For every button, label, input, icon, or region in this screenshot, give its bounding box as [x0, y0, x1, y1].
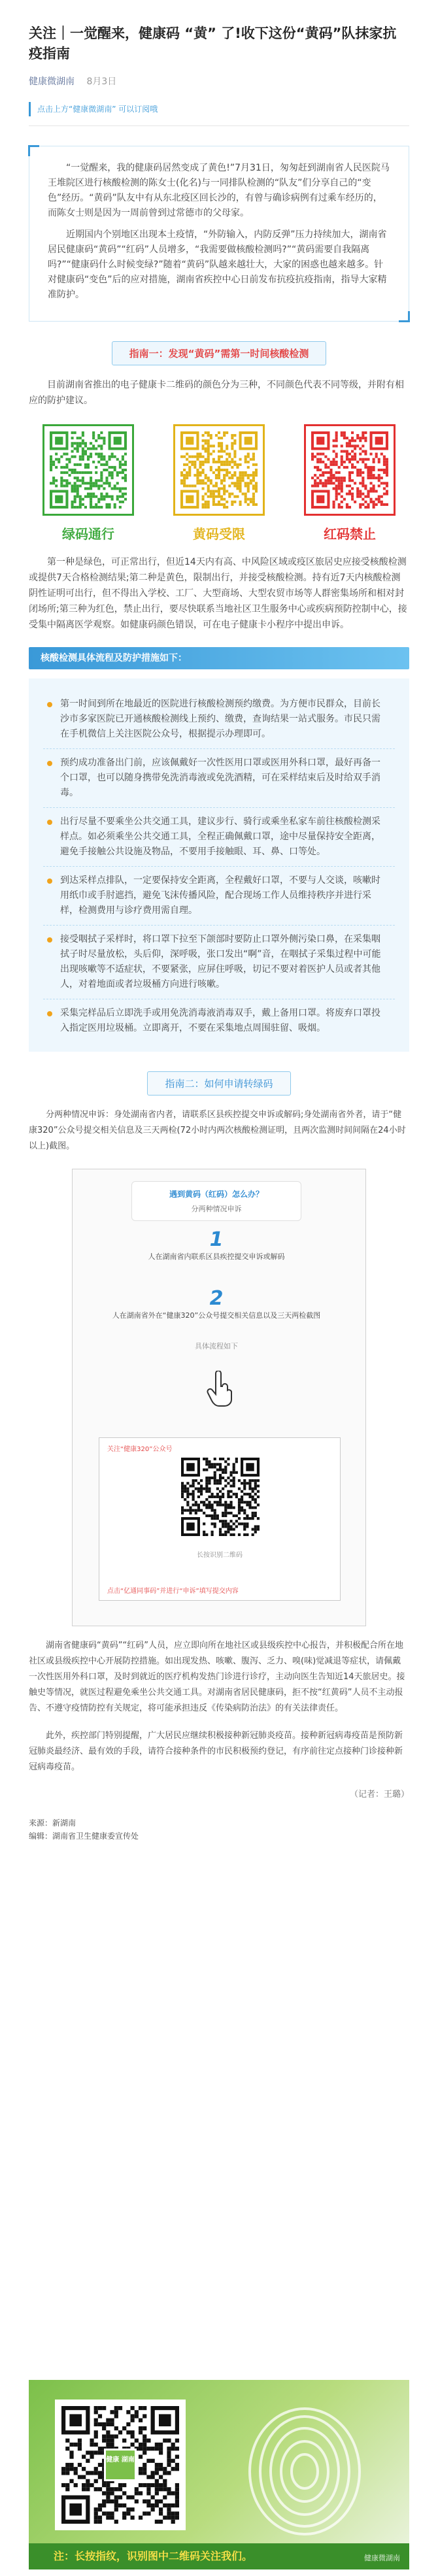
process-step [43, 690, 395, 749]
green-code-label: 绿码通行 [62, 526, 114, 542]
article-header [0, 0, 438, 88]
bullet-icon [47, 702, 52, 707]
qr-caption: 长按识别二维码 [197, 1552, 243, 1559]
official-account-card [99, 1437, 341, 1601]
fingerprint-icon[interactable] [239, 2406, 370, 2537]
process-heading: 核酸检测具体流程及防护措施如下： [29, 647, 409, 669]
process-steps [29, 678, 409, 1052]
process-step-text: 第一时间到所在地最近的医院进行核酸检测预约缴费。为方便市民群众，目前长沙市多家医院已开通核酸检测线上预约、缴费，查询结果一站式服务。市民只需在手机微信上关注医院公众号，根据提示办理即可。 [60, 699, 380, 739]
guide1-heading: 指南一：发现“黄码”需第一时间核酸检测 [112, 341, 327, 365]
appeal-bubble-sub: 分两种情况申诉 [191, 1205, 242, 1213]
process-step [43, 749, 395, 808]
process-step-text: 采集完样品后立即洗手或用免洗消毒液消毒双手，戴上备用口罩。将废弃口罩投入指定医用垃圾桶。立即离开，不要在采集地点周围驻留、吸烟。 [60, 1008, 380, 1033]
footer-follow-image [29, 2380, 409, 2569]
appeal-option-1 [86, 1228, 347, 1262]
guide1-paragraph-2: 第一种是绿色，可正常出行，但近14天内有高、中风险区域或疫区旅居史应接受核酸检测或提供7天合格检测结果;第二种是黄色，限制出行，并接受核酸检测。持有近7天内核酸检测阴性证明可出行，但不得出入学校、工厂、大型商场、大型农贸市场等人群密集场所和相对封闭场所;第三种为红色，禁止出行，要尽快联系当地社区卫生服务中心或疾病预防控制中心，接受集中隔离医学观察。如健康码颜色错误，可在电子健康卡小程序中提出申诉。 [29, 557, 407, 630]
closing-paragraph-2: 此外，疾控部门特别提醒，广大居民应继续积极接种新冠肺炎疫苗。接种新冠病毒疫苗是预防新冠肺炎最经济、最有效的手段，请符合接种条件的市民积极预约登记，有序前往定点接种门诊接种新冠病毒疫苗。 [29, 1731, 403, 1772]
red-code [301, 424, 399, 543]
option-1-number: 1 [209, 1228, 224, 1251]
account-link[interactable]: 健康微湖南 [29, 76, 75, 87]
qr-center-logo: 健康 湖南 [104, 2449, 137, 2481]
appeal-flow-note: 具体流程如下 [195, 1342, 238, 1350]
process-step-text: 出行尽量不要乘坐公共交通工具，建议步行、骑行或乘坐私家车前往核酸检测采样点。如必须乘坐公共交通工具，全程正确佩戴口罩，途中尽量保持安全距离，避免手接触公共设施及物品，不要用手接触眼、耳、鼻、口等处。 [60, 816, 380, 857]
yellow-qr-image [173, 424, 265, 516]
green-qr-image [42, 424, 134, 516]
yellow-code-label: 黄码受限 [193, 526, 245, 542]
appeal-bubble [131, 1181, 301, 1221]
footer-source [29, 1816, 409, 1843]
bullet-icon [47, 1011, 52, 1016]
article-title: 关注｜一觉醒来，健康码 “黄” 了!收下这份“黄码”队抹家抗疫指南 [29, 25, 397, 61]
bullet-icon [47, 820, 52, 825]
follow-note: 关注“健康320”公众号 [107, 1446, 173, 1453]
divider [29, 125, 409, 126]
intro-paragraph-2: 近期国内个别地区出现本土疫情，“外防输入，内防反弹”压力持续加大，湖南省居民健康码“黄码”“红码”人员增多，“我需要做核酸检测吗?”“黄码需要自我隔离吗?”“健康码什么时候变绿?”随着“黄码”队越来越壮大，大家的困惑也越来越多。针对健康码“变色”后的应对措施，湖南省疾控中心日前发布抗疫抗疫指南，指导大家精准防护。 [48, 229, 387, 300]
closing-paragraph-1: 湖南省健康码“黄码”“红码”人员，应立即向所在地社区或县级疾控中心报告，并积极配合所在地社区或县级疾控中心开展防控措施。如出现发热、咳嗽、腹泻、乏力、嗅(味)觉减退等症状，请佩戴一次性医用外科口罩，及时到就近的医疗机构发热门诊进行诊疗，主动向医生告知近14天旅居史。接触史等情况，就医过程避免乘坐公共交通工具。对湖南省居民健康码，拒不按“红黄码”人员不主动报告、不遵守疫情防控有关规定，将可能承担违反《传染病防治法》的有关法律责任。 [29, 1641, 405, 1713]
watermark: 健康微湖南 [364, 2554, 400, 2562]
appeal-flow-illustration [72, 1169, 366, 1626]
process-step [43, 867, 395, 926]
publish-date: 8月3日 [86, 76, 117, 87]
appeal-option-2 [86, 1287, 347, 1320]
process-step-text: 接受咽拭子采样时，将口罩下拉至下颌部时要防止口罩外侧污染口鼻，在采集咽拭子时尽量放松，头后仰，深呼吸，张口发出“啊”音，在咽拭子采集过程中可能出现咳嗽等不适症状，不要紧张，应屏住呼吸，切记不要对着医护人员或者其他人，对着地面或者垃圾桶方向进行咳嗽。 [60, 934, 381, 990]
process-step-text: 到达采样点排队，一定要保持安全距离，全程戴好口罩，不要与人交谈，咳嗽时用纸巾或手肘遮挡，避免飞沫传播风险，配合现场工作人员维持秩序并进行采样，检测费用与诊疗费用需自理。 [60, 875, 380, 916]
subscribe-banner[interactable]: 点击上方“健康微湖南” 可以订阅哦 [29, 102, 409, 116]
option-1-text: 人在湖南省内联系区县疾控提交申诉或解码 [148, 1252, 285, 1261]
footer-banner: 注：长按指纹，识别图中二维码关注我们。 [29, 2543, 409, 2569]
bullet-icon [47, 761, 52, 766]
process-step [43, 926, 395, 999]
bullet-icon [47, 937, 52, 943]
option-2-text: 人在湖南省外在“健康320”公众号提交相关信息以及三天两检截图 [112, 1311, 321, 1320]
guide2-heading-wrap [0, 1071, 438, 1096]
intro-box [29, 146, 409, 322]
bullet-icon [47, 878, 52, 884]
guide2-paragraph: 分两种情况申诉：身处湖南省内者，请联系区县疾控提交申诉或解码;身处湖南省外者，请于“健康320”公众号提交相关信息及三天两检(72小时内两次核酸检测证明，且两次监测时间间隔在24小时以上)截图。 [29, 1110, 406, 1151]
intro-paragraph-1: “一觉醒来，我的健康码居然变成了黄色!”7月31日，匆匆赶到湖南省人民医院马王堆院区进行核酸检测的陈女士(化名)与一同排队检测的“队友”们分享自己的“变色”经历。“黄码”队友中有从东北疫区回长沙的，有曾与确诊病例有过乘车经历的，而陈女士则是因为一周前曾到过常德市的父母家。 [48, 163, 390, 218]
official-account-qr[interactable] [181, 1458, 260, 1536]
footer-qr-code[interactable] [55, 2400, 186, 2530]
process-step [43, 808, 395, 867]
editor-line: 编辑：湖南省卫生健康委宣传处 [29, 1832, 139, 1841]
yellow-code [170, 424, 268, 543]
process-step [43, 999, 395, 1043]
green-code [39, 424, 137, 543]
hand-pointer-icon [207, 1371, 233, 1407]
source-line: 来源：新湖南 [29, 1818, 76, 1828]
option-2-number: 2 [209, 1287, 224, 1310]
red-qr-image [304, 424, 396, 516]
appeal-note: 点击“亿通同事码”并进行“申诉”填写提交内容 [107, 1588, 239, 1595]
article-meta [29, 75, 409, 88]
guide1-heading-wrap [0, 341, 438, 365]
guide1-paragraph-1: 目前湖南省推出的电子健康卡二维码的颜色分为三种，不同颜色代表不同等级，并附有相应的防护建议。 [29, 380, 404, 406]
process-step-text: 预约成功准备出门前，应该佩戴好一次性医用口罩或医用外科口罩，最好再备一个口罩，也可以随身携带免洗消毒液或免洗酒精，可在采样结束后及时给双手消毒。 [60, 758, 380, 798]
reporter-credit: （记者：王璐） [349, 1790, 409, 1799]
red-code-label: 红码禁止 [324, 526, 376, 542]
appeal-bubble-title: 遇到黄码（红码）怎么办？ [169, 1190, 263, 1199]
health-code-row [39, 424, 399, 543]
guide2-heading: 指南二：如何申请转绿码 [147, 1071, 290, 1096]
